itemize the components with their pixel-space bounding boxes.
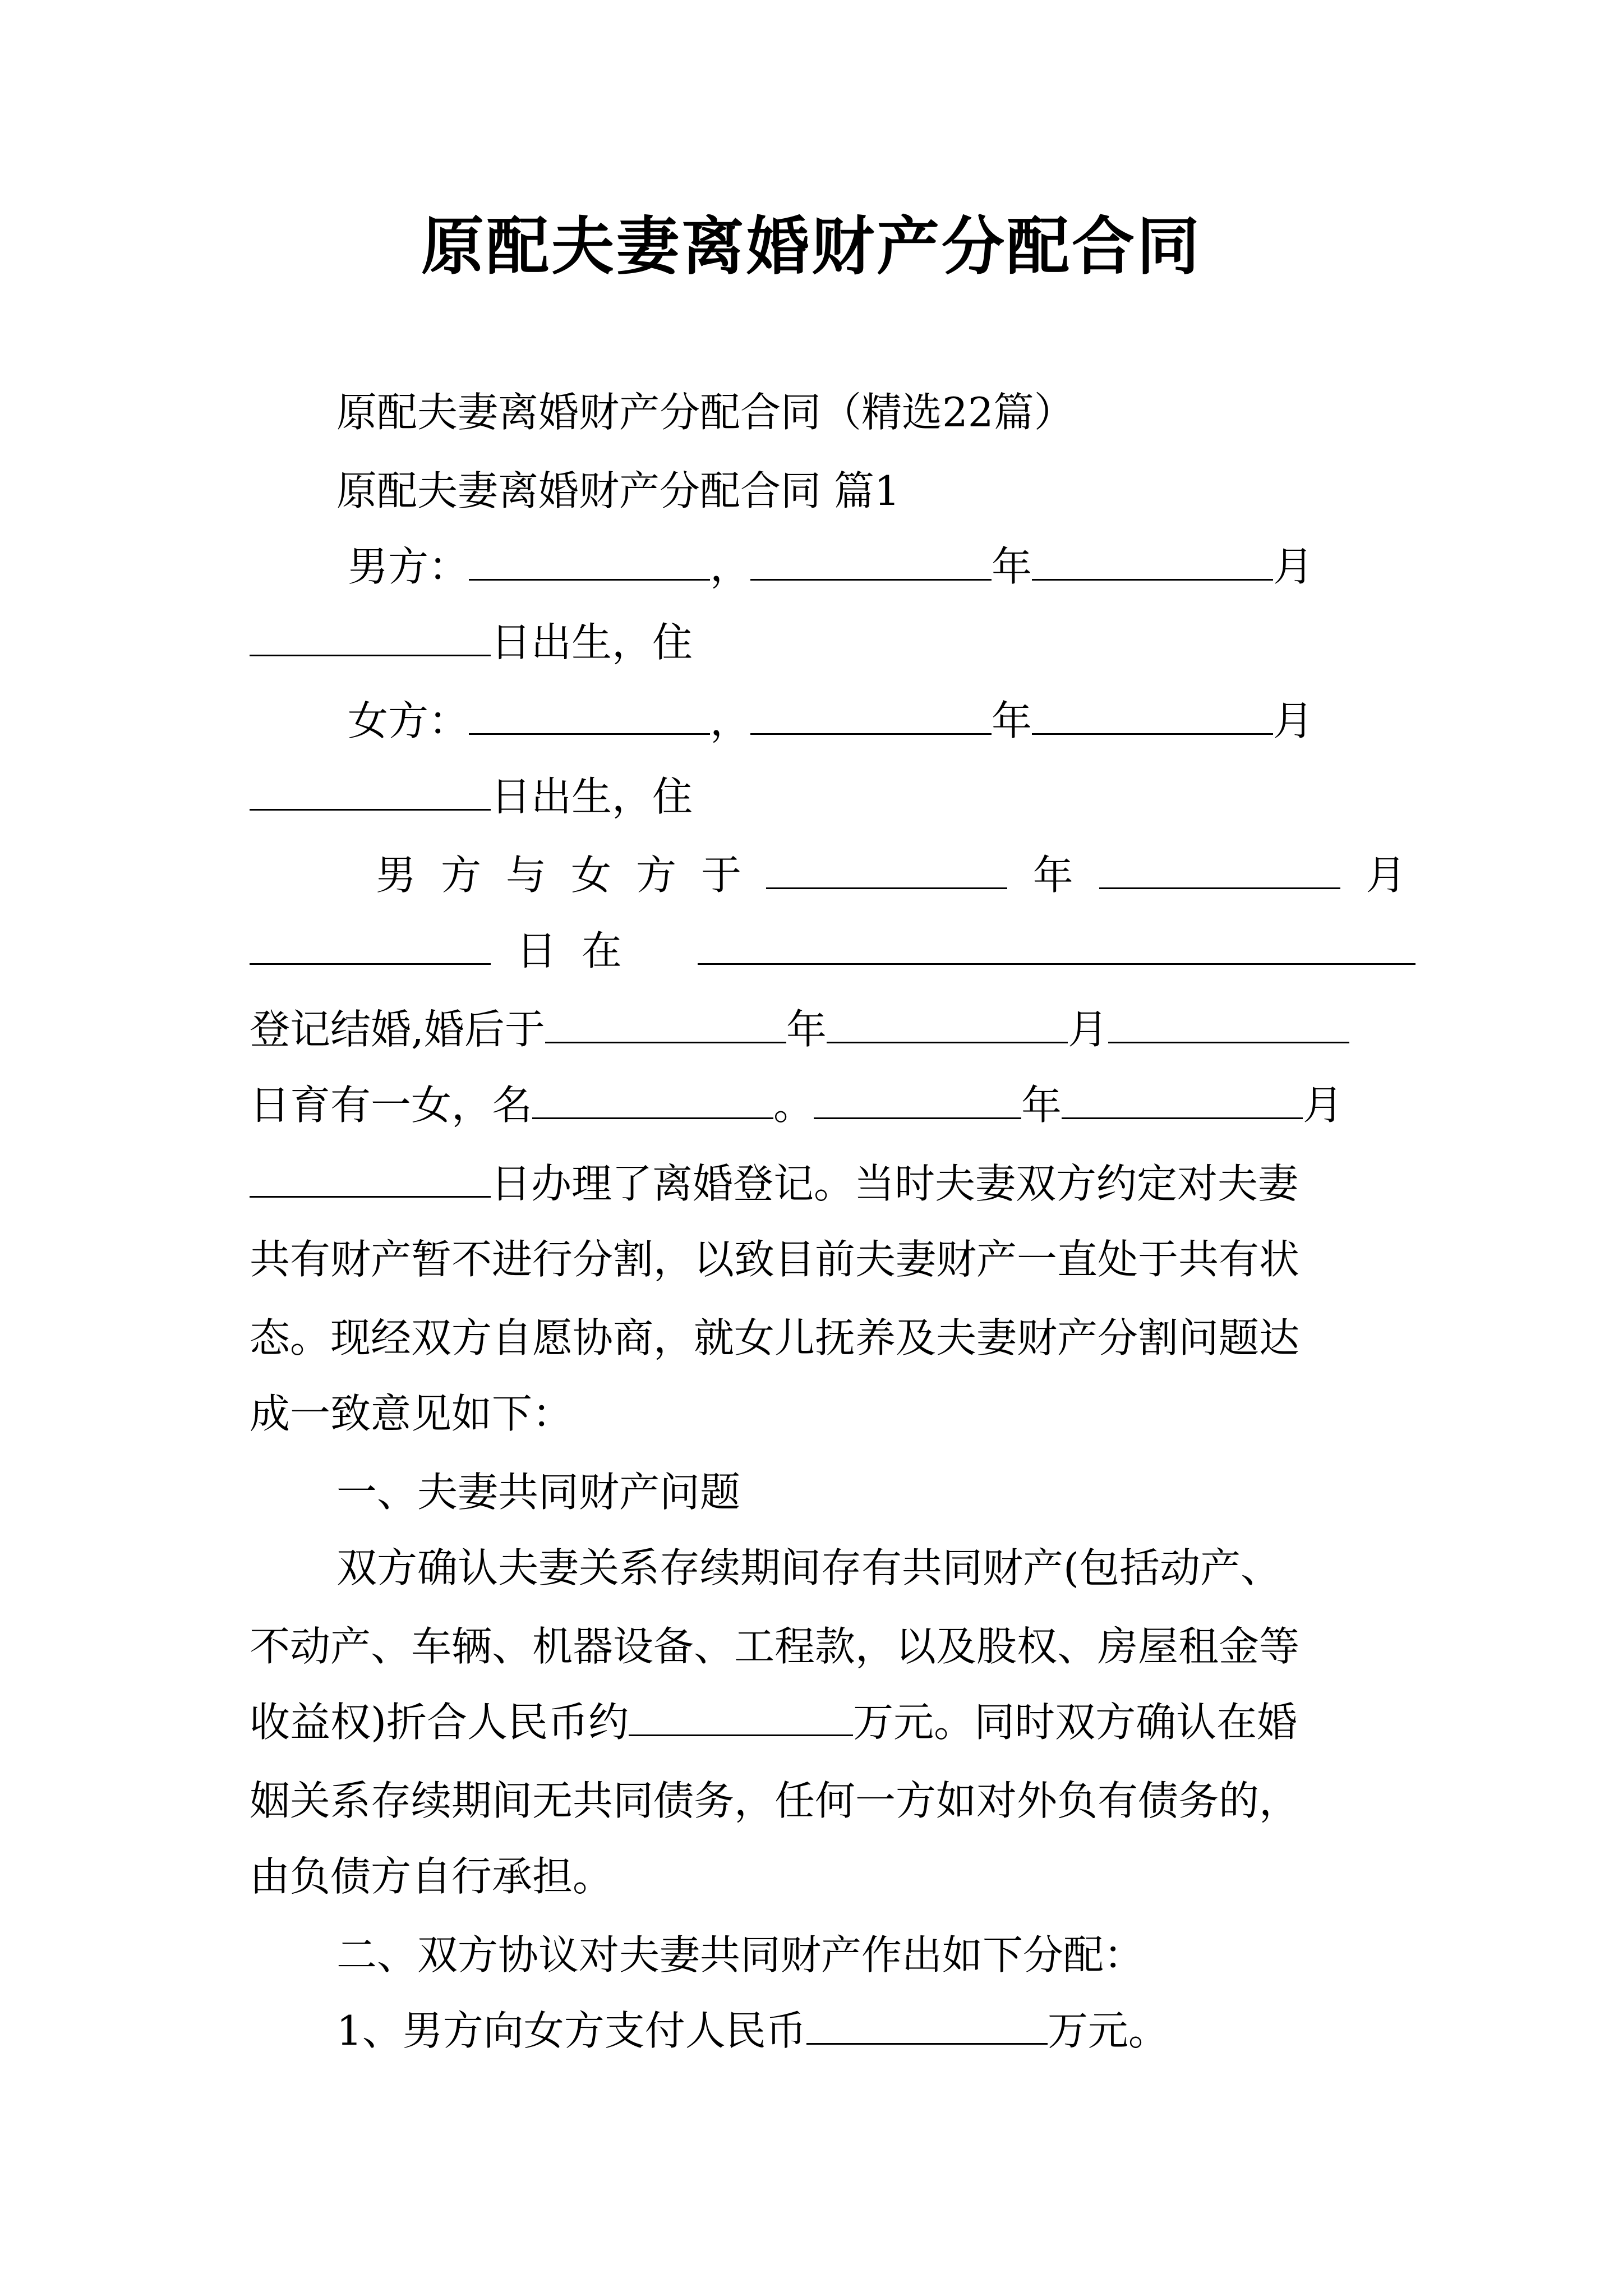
line-text: 月 (1273, 543, 1314, 590)
document-title: 原配夫妻离婚财产分配合同 (421, 210, 1202, 283)
line-text: ， (710, 543, 751, 590)
doc-line (250, 1616, 1299, 1677)
line-text: 姻关系存续期间无共同债务，任何一方如对外负有债务的， (250, 1777, 1300, 1824)
line-text: 年 (1032, 852, 1073, 899)
wife-label: 女方： (348, 697, 469, 744)
line-text: 登记结婚,婚后于 (250, 1006, 545, 1053)
line-text: 万元。 (1047, 2007, 1169, 2054)
line-text: 成一致意见如下： (250, 1390, 573, 1437)
line-text: 双方确认夫妻关系存续期间存有共同财产(包括动产、 (336, 1544, 1281, 1591)
doc-line (376, 844, 1406, 906)
line-text: 男方与女方于 (376, 852, 767, 899)
line-text: 年 (786, 1006, 827, 1053)
doc-line (348, 536, 1313, 597)
section-heading (336, 1461, 740, 1523)
line-text: 由负债方自行承担。 (250, 1853, 614, 1900)
line-text: 收益权)折合人民币约 (250, 1699, 629, 1746)
line-text: 日出生，住 (491, 619, 693, 666)
line-text: 年 (1021, 1082, 1062, 1129)
line-text: ， (710, 697, 751, 744)
line-text: 年 (992, 543, 1032, 590)
doc-line (250, 1307, 1299, 1369)
doc-line (336, 2000, 1169, 2062)
line-text: 年 (992, 697, 1032, 744)
line-text: 月 (1303, 1082, 1344, 1129)
fill-blank[interactable] (827, 1002, 1068, 1043)
fill-blank[interactable] (750, 540, 992, 581)
line-text: 。 (773, 1082, 814, 1129)
fill-blank[interactable] (250, 1157, 491, 1198)
doc-line (250, 1153, 1298, 1214)
doc-line (250, 766, 693, 827)
fill-blank[interactable] (1032, 694, 1273, 735)
line-text: 二、双方协议对夫妻共同财产作出如下分配： (336, 1931, 1145, 1978)
fill-blank[interactable] (532, 1078, 773, 1119)
fill-blank[interactable] (806, 2004, 1048, 2045)
fill-blank[interactable] (250, 770, 491, 811)
fill-blank[interactable] (250, 615, 491, 656)
doc-line (250, 1846, 613, 1907)
line-text: 原配夫妻离婚财产分配合同（精选22篇） (336, 389, 1075, 436)
doc-line (250, 611, 693, 673)
fill-blank[interactable] (469, 540, 710, 581)
fill-blank[interactable] (1032, 540, 1273, 581)
line-text: 月 (1067, 1006, 1108, 1053)
doc-line (250, 1383, 573, 1444)
doc-line (336, 460, 900, 522)
doc-line (250, 1691, 1297, 1753)
fill-blank[interactable] (250, 924, 491, 965)
fill-blank[interactable] (1099, 848, 1340, 889)
line-text: 态。现经双方自愿协商，就女儿抚养及夫妻财产分割问题达 (250, 1314, 1300, 1361)
line-text: 日育有一女，名 (250, 1082, 533, 1129)
fill-blank[interactable] (814, 1078, 1021, 1119)
doc-line (250, 1074, 1343, 1136)
fill-blank[interactable] (698, 924, 1415, 965)
fill-blank[interactable] (766, 848, 1007, 889)
doc-line (250, 920, 1415, 982)
doc-line (250, 1770, 1299, 1832)
line-text: 日出生，住 (491, 773, 693, 820)
line-text: 日在 (516, 927, 647, 974)
line-text: 日办理了离婚登记。当时夫妻双方约定对夫妻 (491, 1160, 1299, 1207)
line-text: 共有财产暂不进行分割，以致目前夫妻财产一直处于共有状 (250, 1236, 1300, 1283)
line-text: 不动产、车辆、机器设备、工程款，以及股权、房屋租金等 (250, 1623, 1300, 1670)
fill-blank[interactable] (1062, 1078, 1303, 1119)
line-text: 1、男方向女方支付人民币 (336, 2007, 806, 2054)
line-text: 原配夫妻离婚财产分配合同 篇1 (336, 467, 900, 514)
line-text: 月 (1366, 852, 1407, 899)
doc-line (336, 381, 1075, 443)
fill-blank[interactable] (545, 1002, 786, 1043)
doc-line (250, 999, 1349, 1060)
line-text: 月 (1273, 697, 1314, 744)
husband-label: 男方： (348, 543, 469, 590)
line-text: 一、夫妻共同财产问题 (336, 1469, 741, 1516)
doc-line (336, 1537, 1281, 1599)
line-text: 万元。同时双方确认在婚 (853, 1699, 1298, 1746)
fill-blank[interactable] (629, 1695, 853, 1736)
fill-blank[interactable] (1108, 1002, 1349, 1043)
section-heading (336, 1924, 1144, 1986)
doc-line (250, 1228, 1299, 1290)
fill-blank[interactable] (469, 694, 710, 735)
doc-line (348, 690, 1313, 752)
fill-blank[interactable] (750, 694, 992, 735)
